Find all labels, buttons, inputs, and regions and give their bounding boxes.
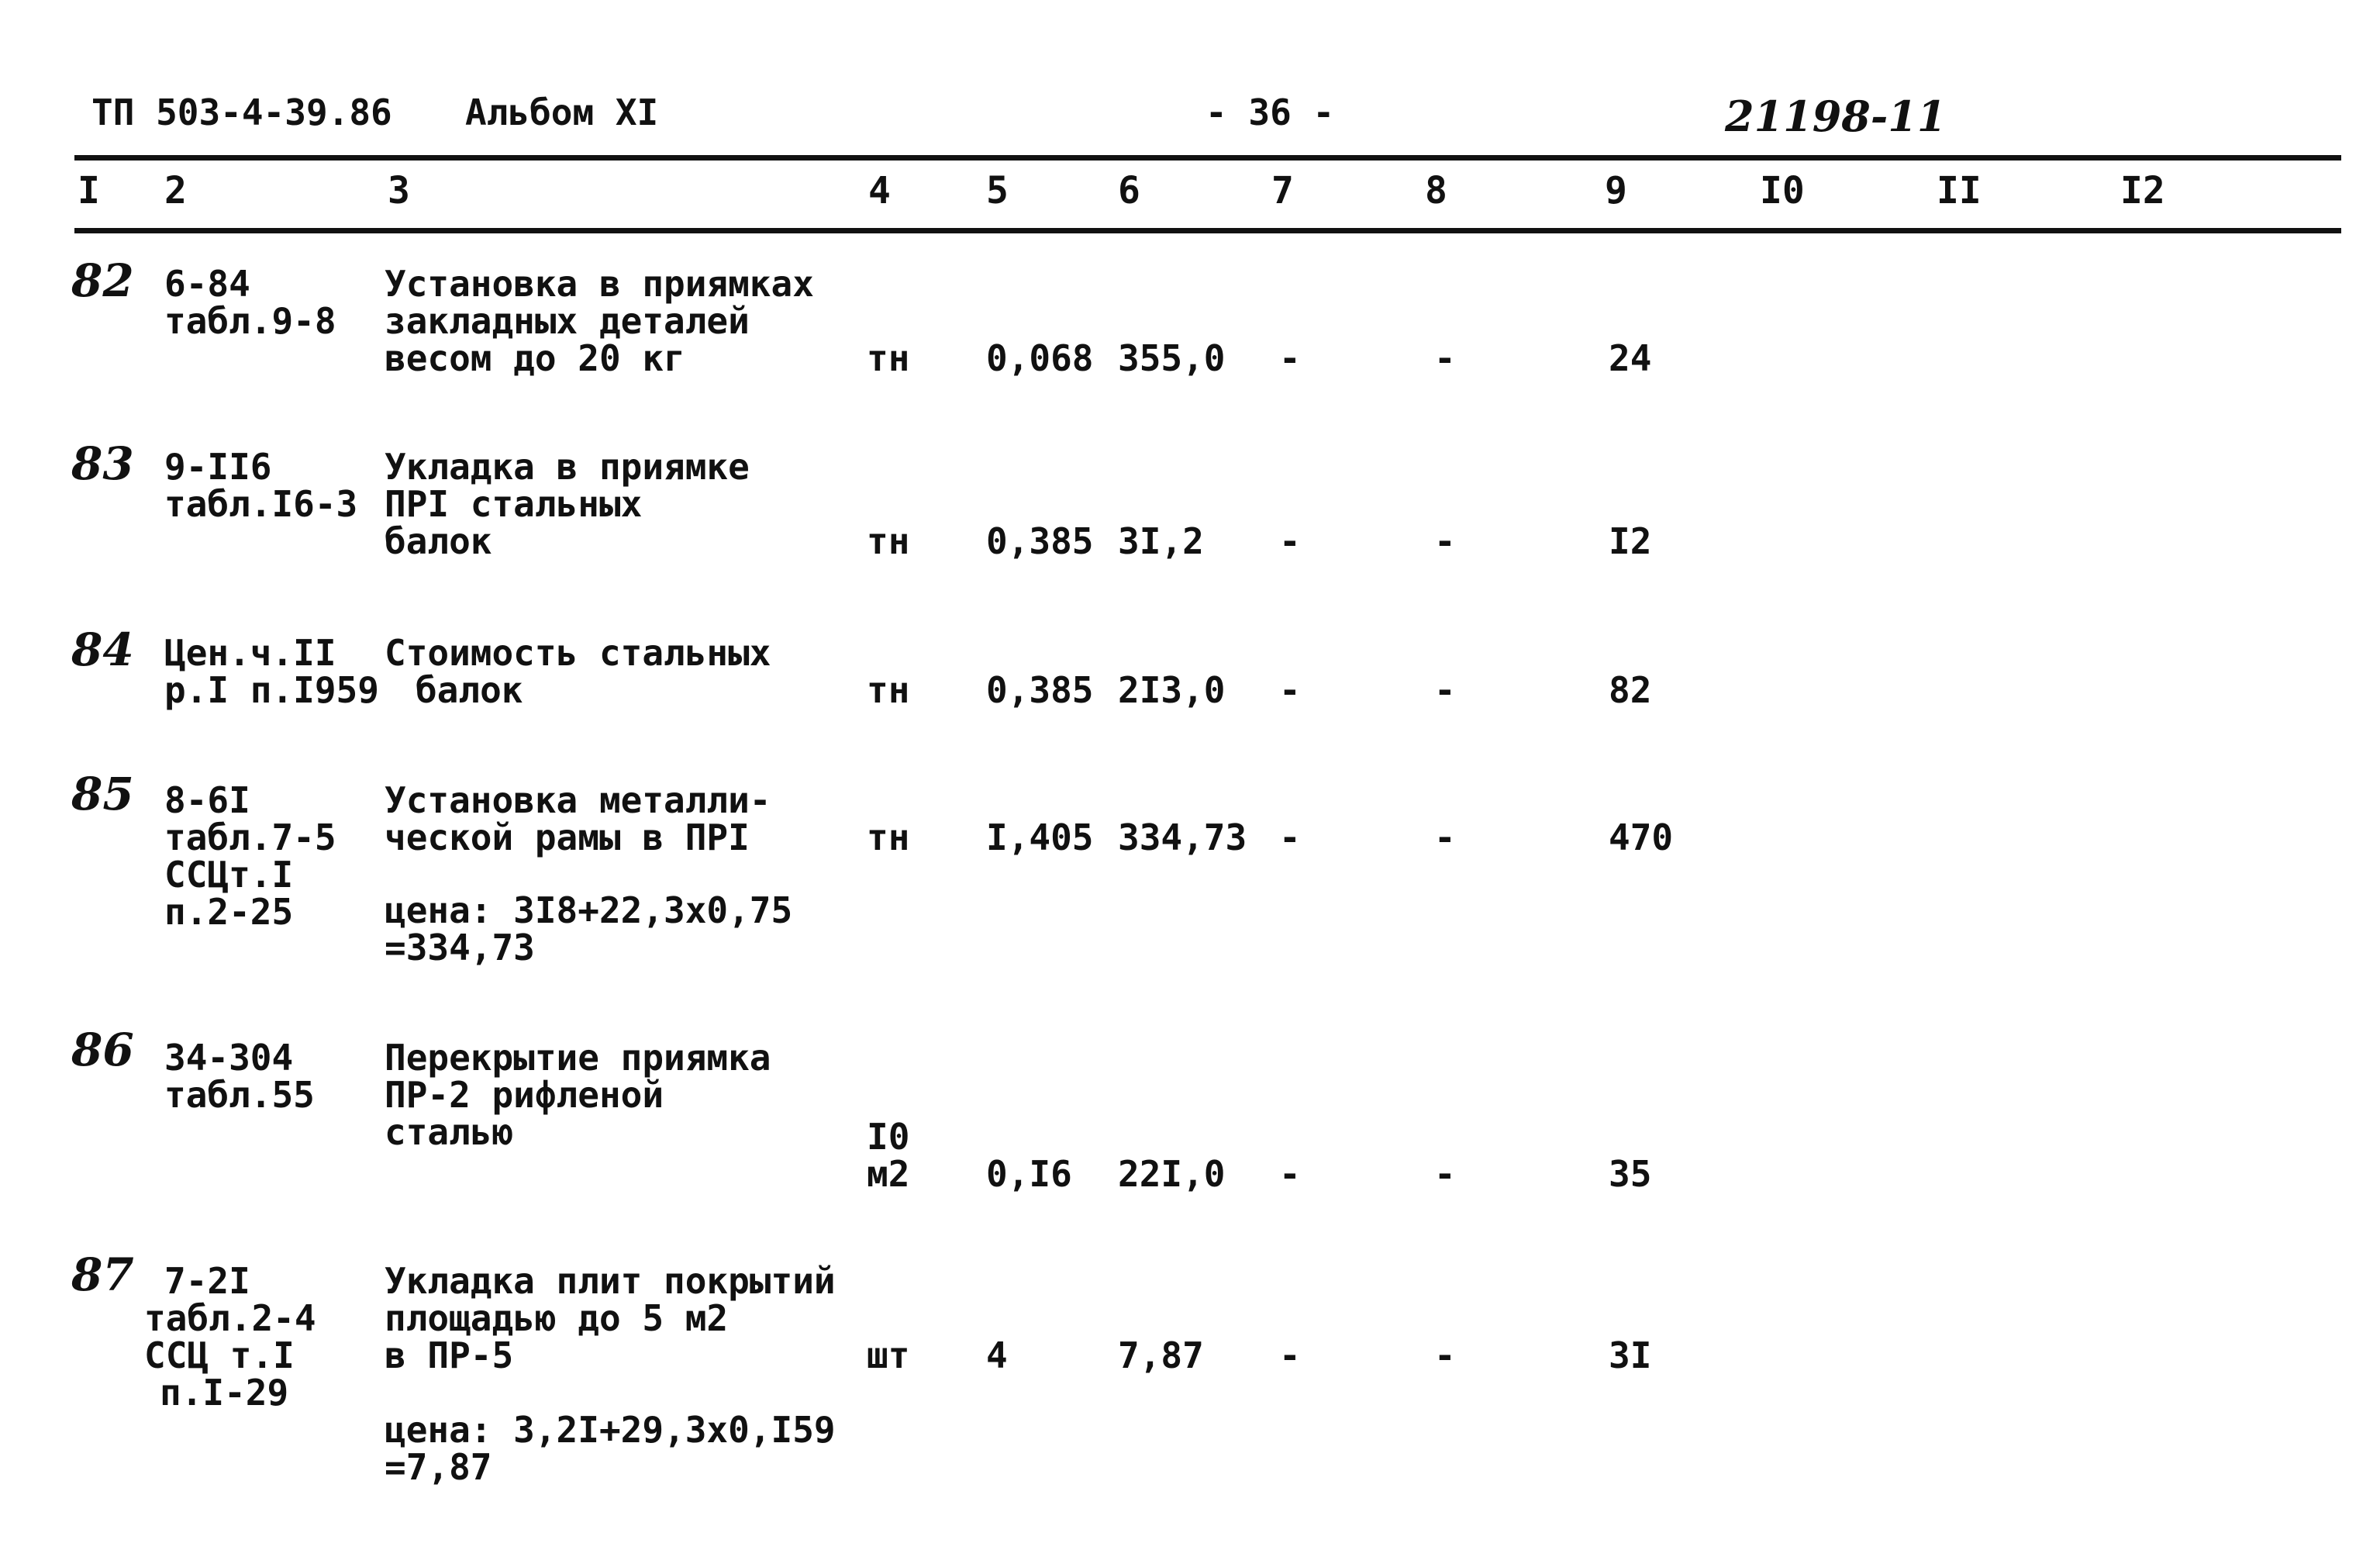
description-line: сталью bbox=[385, 1111, 514, 1153]
document-code: 21198-11 bbox=[1725, 91, 1947, 141]
description-line: Установка в приямках bbox=[385, 263, 814, 305]
price-note-line: цена: 3,2I+29,3х0,I59 bbox=[385, 1409, 836, 1451]
column8-cell: - bbox=[1434, 669, 1456, 711]
description-line: площадью до 5 м2 bbox=[385, 1297, 729, 1339]
column-number: 9 bbox=[1605, 169, 1627, 212]
unit-cell: тн bbox=[867, 816, 910, 858]
quantity-cell: 4 bbox=[986, 1334, 1008, 1376]
description-line: балок bbox=[385, 520, 492, 562]
album-label: Альбом XI bbox=[465, 91, 659, 133]
header-top-rule bbox=[74, 155, 2341, 161]
column-number: I0 bbox=[1760, 169, 1805, 212]
row-number: 82 bbox=[71, 254, 134, 307]
unit-cell: тн bbox=[867, 669, 910, 711]
column-number: 2 bbox=[164, 169, 187, 212]
header-bottom-rule bbox=[74, 228, 2341, 233]
column-number: 5 bbox=[986, 169, 1009, 212]
column7-cell: - bbox=[1279, 816, 1301, 858]
column8-cell: - bbox=[1434, 816, 1456, 858]
price-cell: 2I3,0 bbox=[1118, 669, 1226, 711]
reference-line: ССЦт.I bbox=[164, 854, 294, 896]
quantity-cell: 0,068 bbox=[986, 337, 1094, 379]
column7-cell: - bbox=[1279, 1153, 1301, 1195]
price-cell: 3I,2 bbox=[1118, 520, 1204, 562]
reference-line: 7-2I bbox=[164, 1260, 250, 1302]
description-line: ПР-2 рифленой bbox=[385, 1074, 664, 1116]
description-line: Перекрытие приямка bbox=[385, 1037, 771, 1079]
column-number: II bbox=[1937, 169, 1982, 212]
page-number: - 36 - bbox=[1206, 91, 1335, 133]
description-line: Укладка плит покрытий bbox=[385, 1260, 836, 1302]
reference-line: табл.2-4 bbox=[144, 1297, 316, 1339]
column-number: 7 bbox=[1271, 169, 1294, 212]
reference-line: р.I п.I959 bbox=[164, 669, 379, 711]
unit-cell: шт bbox=[867, 1334, 910, 1376]
description-line: ческой рамы в ПРI bbox=[385, 816, 750, 858]
reference-line: п.2-25 bbox=[164, 891, 294, 933]
reference-line: 9-II6 bbox=[164, 446, 272, 488]
description-line: в ПР-5 bbox=[385, 1334, 514, 1376]
description-line: ПРI стальных bbox=[385, 483, 643, 525]
column9-cell: 82 bbox=[1609, 669, 1652, 711]
quantity-cell: 0,385 bbox=[986, 520, 1094, 562]
reference-line: табл.55 bbox=[164, 1074, 315, 1116]
reference-line: табл.9-8 bbox=[164, 300, 336, 342]
reference-line: п.I-29 bbox=[160, 1372, 289, 1414]
row-number: 85 bbox=[71, 768, 134, 820]
column9-cell: 3I bbox=[1609, 1334, 1652, 1376]
unit-cell: I0 bbox=[867, 1116, 910, 1158]
price-cell: 334,73 bbox=[1118, 816, 1247, 858]
row-number: 86 bbox=[71, 1024, 134, 1076]
price-cell: 22I,0 bbox=[1118, 1153, 1226, 1195]
reference-line: 34-304 bbox=[164, 1037, 294, 1079]
description-line: весом до 20 кг bbox=[385, 337, 685, 379]
document-reference: ТП 503-4-39.86 bbox=[91, 91, 392, 133]
price-note-line: цена: 3I8+22,3х0,75 bbox=[385, 889, 793, 931]
price-cell: 7,87 bbox=[1118, 1334, 1204, 1376]
price-note-line: =7,87 bbox=[385, 1446, 492, 1488]
column9-cell: I2 bbox=[1609, 520, 1652, 562]
column9-cell: 24 bbox=[1609, 337, 1652, 379]
reference-line: 6-84 bbox=[164, 263, 250, 305]
column9-cell: 470 bbox=[1609, 816, 1674, 858]
description-line: Стоимость стальных bbox=[385, 632, 771, 674]
reference-line: Цен.ч.II bbox=[164, 632, 336, 674]
unit-cell: тн bbox=[867, 337, 910, 379]
column-number: 8 bbox=[1425, 169, 1447, 212]
description-line: закладных деталей bbox=[385, 300, 750, 342]
unit-cell: м2 bbox=[867, 1153, 910, 1195]
reference-line: табл.7-5 bbox=[164, 816, 336, 858]
description-line: Установка металли- bbox=[385, 779, 771, 821]
column-number: I2 bbox=[2120, 169, 2165, 212]
quantity-cell: 0,I6 bbox=[986, 1153, 1072, 1195]
column7-cell: - bbox=[1279, 520, 1301, 562]
column-number: 6 bbox=[1118, 169, 1140, 212]
price-cell: 355,0 bbox=[1118, 337, 1226, 379]
reference-line: ССЦ т.I bbox=[144, 1334, 295, 1376]
price-note-line: =334,73 bbox=[385, 927, 535, 968]
description-line: Укладка в приямке bbox=[385, 446, 750, 488]
column8-cell: - bbox=[1434, 1153, 1456, 1195]
column8-cell: - bbox=[1434, 337, 1456, 379]
column-number: 3 bbox=[388, 169, 410, 212]
column7-cell: - bbox=[1279, 337, 1301, 379]
quantity-cell: 0,385 bbox=[986, 669, 1094, 711]
unit-cell: тн bbox=[867, 520, 910, 562]
column8-cell: - bbox=[1434, 520, 1456, 562]
quantity-cell: I,405 bbox=[986, 816, 1094, 858]
row-number: 87 bbox=[71, 1248, 134, 1301]
reference-line: 8-6I bbox=[164, 779, 250, 821]
description-line: балок bbox=[416, 669, 523, 711]
row-number: 84 bbox=[71, 623, 134, 676]
row-number: 83 bbox=[71, 437, 134, 490]
column-number: I bbox=[78, 169, 100, 212]
column8-cell: - bbox=[1434, 1334, 1456, 1376]
column7-cell: - bbox=[1279, 669, 1301, 711]
reference-line: табл.I6-3 bbox=[164, 483, 358, 525]
column-number: 4 bbox=[868, 169, 891, 212]
column9-cell: 35 bbox=[1609, 1153, 1652, 1195]
column7-cell: - bbox=[1279, 1334, 1301, 1376]
